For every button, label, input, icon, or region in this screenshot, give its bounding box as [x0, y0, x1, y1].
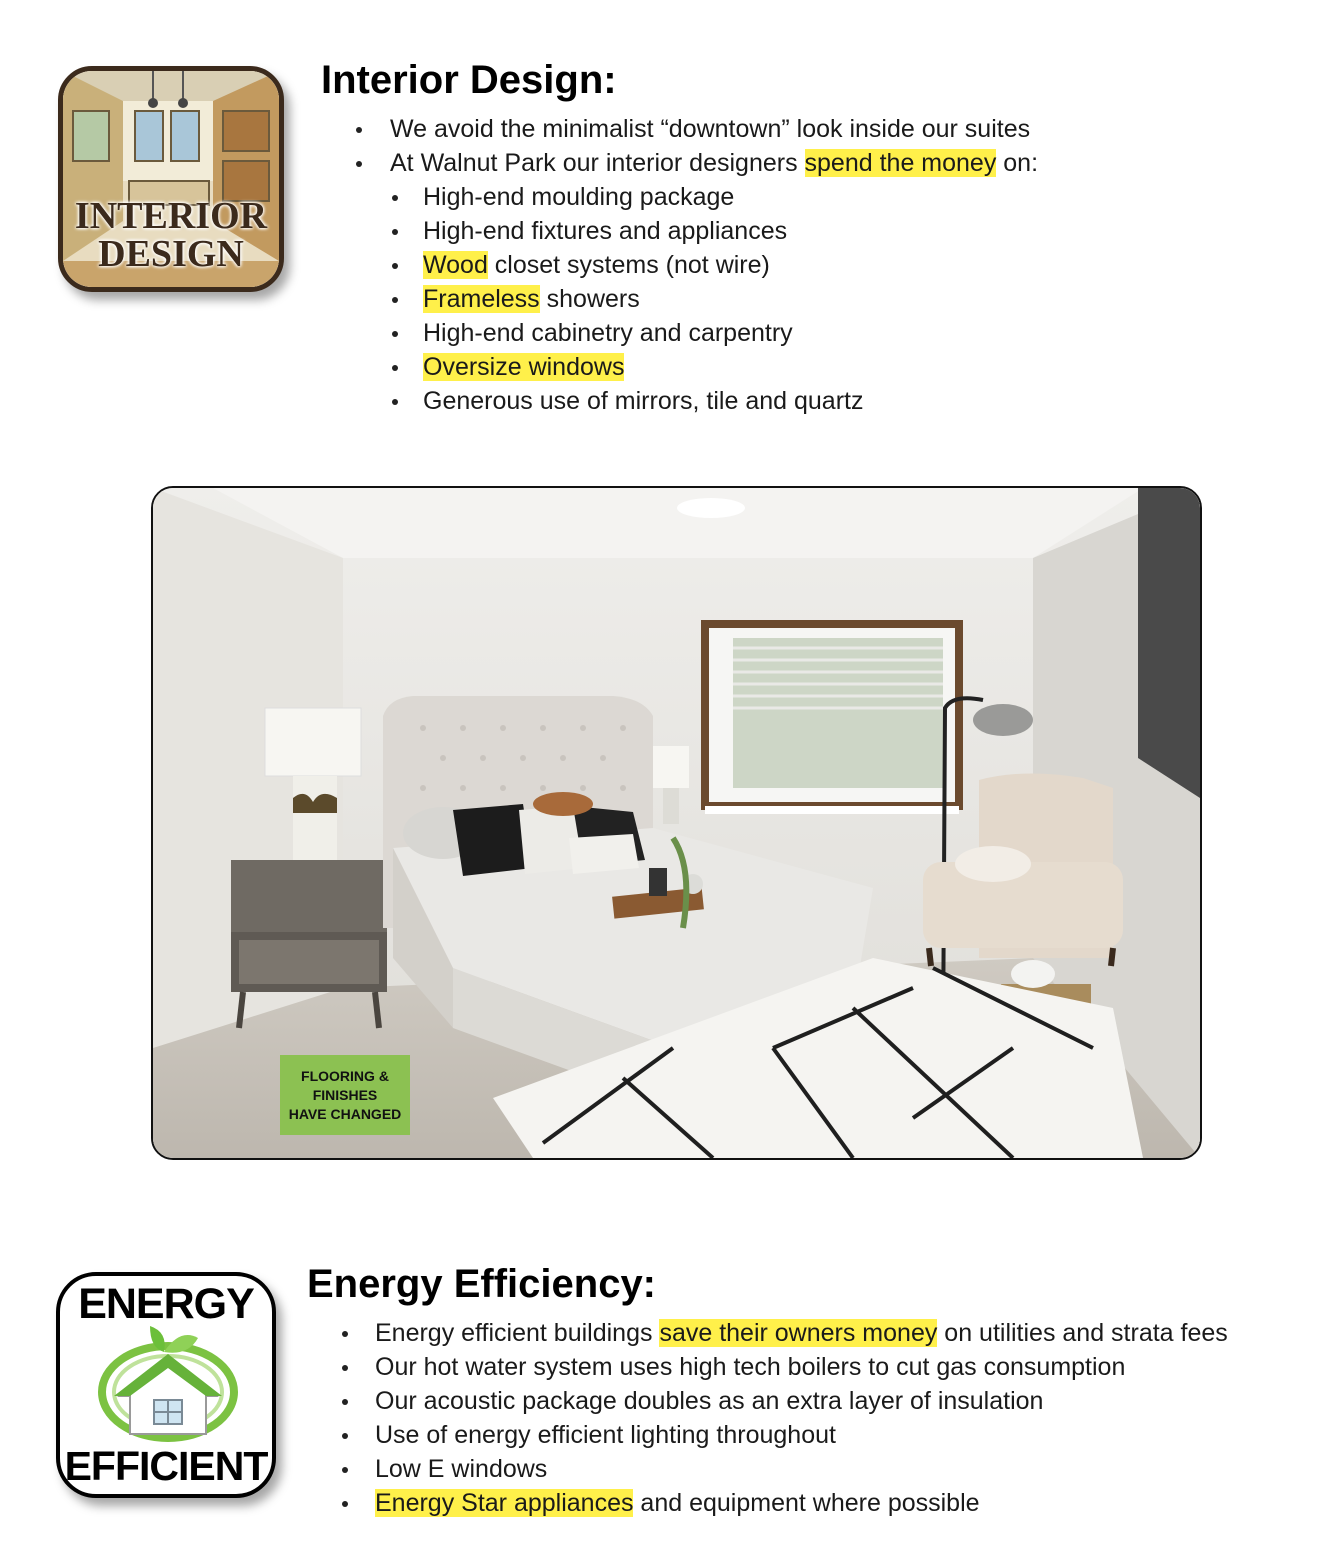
bullet-icon	[342, 1467, 348, 1473]
item-text: Our hot water system uses high tech boilers to cut gas consumption	[375, 1353, 1126, 1381]
list-item	[342, 1486, 1228, 1520]
bullet-icon	[342, 1433, 348, 1439]
item-text: High-end moulding package	[423, 183, 735, 211]
interior-design-heading: Interior Design:	[321, 58, 617, 102]
list-item	[356, 384, 1038, 418]
highlighted-text: Wood	[423, 251, 488, 279]
energy-efficiency-heading: Energy Efficiency:	[307, 1262, 657, 1306]
notice-line: FINISHES	[312, 1086, 378, 1103]
bullet-icon	[392, 399, 398, 405]
interior-design-list	[356, 112, 1038, 418]
bullet-icon	[342, 1501, 348, 1507]
highlighted-text: save their owners money	[659, 1319, 938, 1347]
highlighted-text: Oversize windows	[423, 353, 625, 381]
energy-efficiency-list	[342, 1316, 1228, 1520]
highlighted-text: Frameless	[423, 285, 540, 313]
item-text: on utilities and strata fees	[937, 1319, 1228, 1347]
item-text: Use of energy efficient lighting throughout	[375, 1421, 836, 1449]
list-item	[342, 1316, 1228, 1350]
list-item	[356, 112, 1038, 146]
bullet-icon	[356, 161, 362, 167]
badge-bottom-word: EFFICIENT	[64, 1443, 268, 1489]
list-item	[356, 214, 1038, 248]
bedroom-photo	[151, 486, 1202, 1160]
list-item	[342, 1350, 1228, 1384]
bullet-icon	[356, 127, 362, 133]
list-item	[342, 1384, 1228, 1418]
item-text: We avoid the minimalist “downtown” look inside our suites	[390, 115, 1031, 143]
badge-top-word: ENERGY	[78, 1280, 254, 1328]
bullet-icon	[392, 195, 398, 201]
list-item	[342, 1452, 1228, 1486]
item-text: Our acoustic package doubles as an extra layer of insulation	[375, 1387, 1044, 1415]
notice-line: FLOORING &	[301, 1067, 389, 1084]
list-item	[356, 316, 1038, 350]
item-text: Low E windows	[375, 1455, 548, 1483]
list-item	[356, 350, 1038, 384]
bullet-icon	[392, 263, 398, 269]
green-house-icon	[90, 1322, 246, 1446]
item-text: on:	[996, 149, 1039, 177]
highlighted-text: spend the money	[804, 149, 997, 177]
bullet-icon	[392, 365, 398, 371]
item-text: High-end cabinetry and carpentry	[423, 319, 793, 347]
interior-design-badge	[58, 66, 284, 292]
bullet-icon	[392, 229, 398, 235]
highlighted-text: Energy Star appliances	[375, 1489, 634, 1517]
bullet-icon	[342, 1331, 348, 1337]
list-item	[342, 1418, 1228, 1452]
item-text: closet systems (not wire)	[487, 251, 770, 279]
list-item	[356, 248, 1038, 282]
item-text: Generous use of mirrors, tile and quartz	[423, 387, 864, 415]
bullet-icon	[392, 297, 398, 303]
item-text: At Walnut Park our interior designers	[390, 149, 805, 177]
badge-caption-line: INTERIOR	[74, 195, 268, 237]
bullet-icon	[342, 1365, 348, 1371]
item-text: showers	[539, 285, 640, 313]
item-text: and equipment where possible	[633, 1489, 980, 1517]
item-text: Energy efficient buildings	[375, 1319, 660, 1347]
bullet-icon	[392, 331, 398, 337]
notice-line: HAVE CHANGED	[288, 1105, 402, 1122]
list-item	[356, 282, 1038, 316]
badge-caption-line: DESIGN	[98, 233, 244, 275]
list-item	[356, 180, 1038, 214]
bullet-icon	[342, 1399, 348, 1405]
energy-efficient-badge	[56, 1272, 276, 1498]
flooring-notice-label	[280, 1055, 410, 1135]
list-item	[356, 146, 1038, 180]
item-text: High-end fixtures and appliances	[423, 217, 788, 245]
